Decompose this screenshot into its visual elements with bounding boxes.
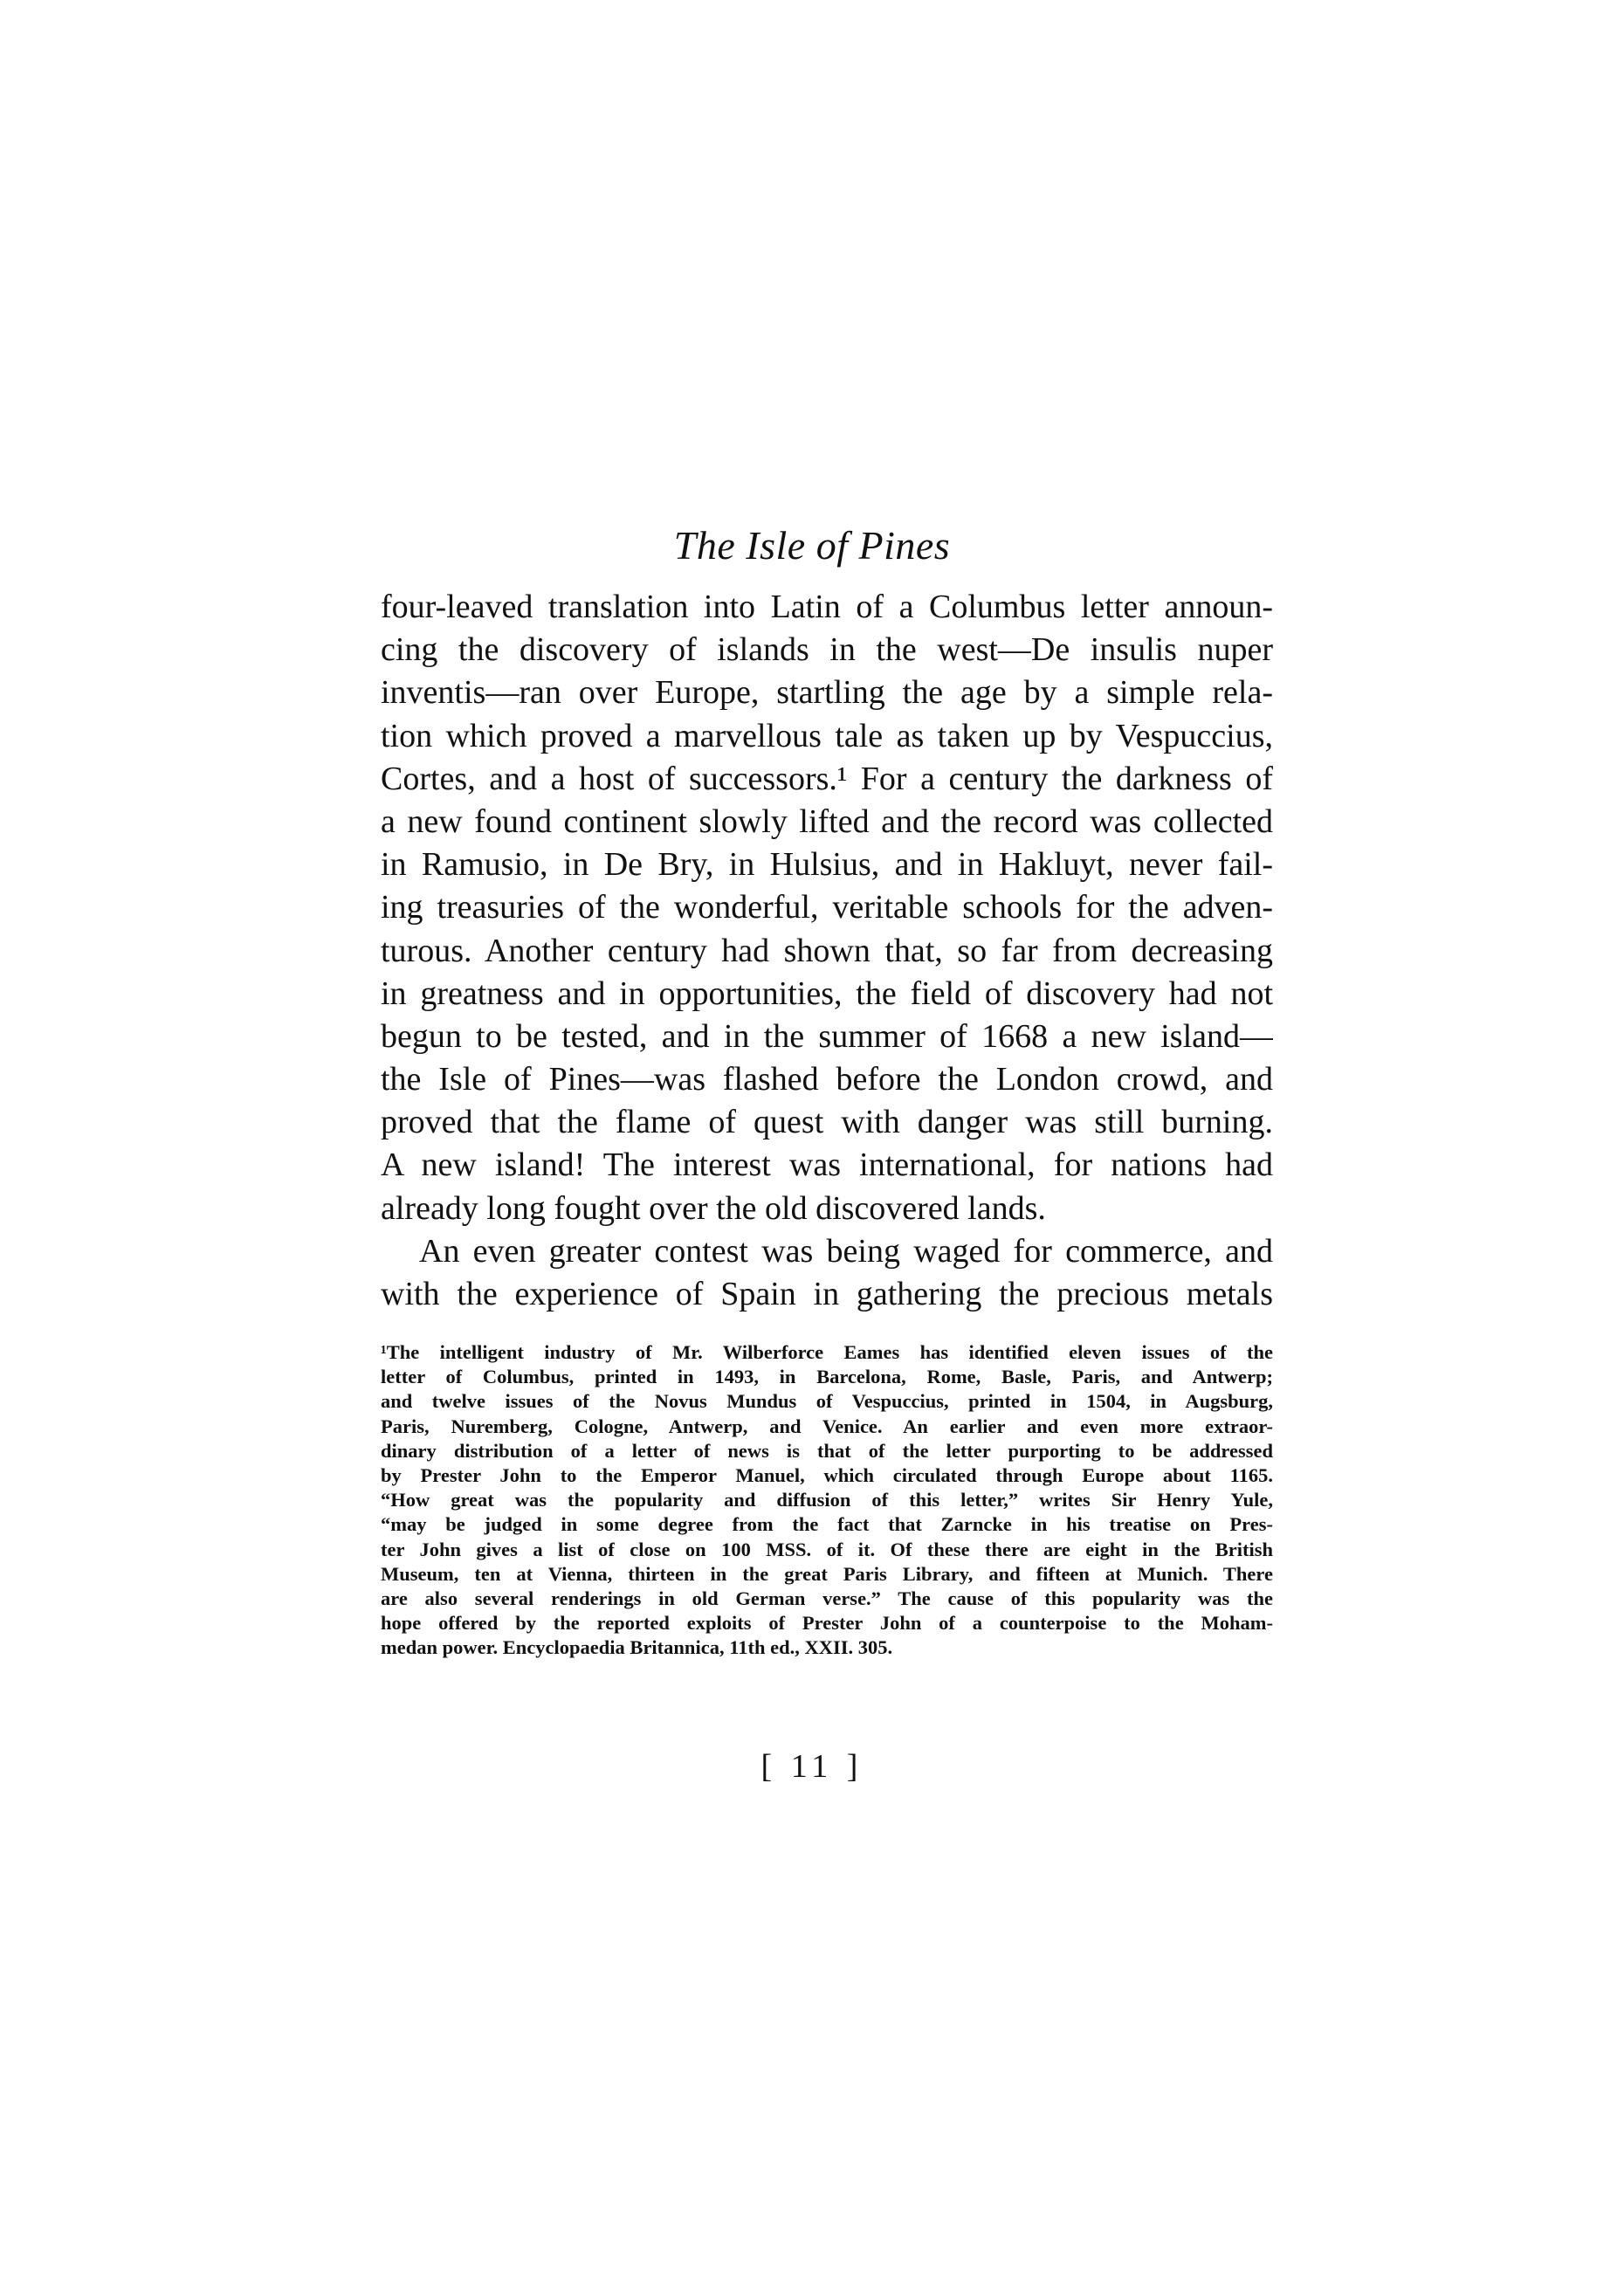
footnote-line: ¹The intelligent industry of Mr. Wilberforce Eames has identified eleven issues of the <box>381 1341 1273 1363</box>
page-number: [ 11 ] <box>760 1748 864 1785</box>
body-line: An even greater contest was being waged for commerce, and <box>419 1232 1273 1270</box>
body-line: proved that the flame of quest with danger was still burning. <box>381 1104 1273 1141</box>
running-head: The Isle of Pines <box>673 523 951 568</box>
footnote-line: “How great was the popularity and diffusion of this letter,” writes Sir Henry Yule, <box>381 1489 1273 1511</box>
footnote-line: letter of Columbus, printed in 1493, in Barcelona, Rome, Basle, Paris, and Antwerp; <box>381 1366 1273 1388</box>
body-text <box>381 586 1273 1316</box>
footnote-line: ter John gives a list of close on 100 MSS. of it. Of these there are eight in the British <box>381 1538 1273 1560</box>
footnote-line: and twelve issues of the Novus Mundus of Vespuccius, printed in 1504, in Augsburg, <box>381 1390 1273 1413</box>
footnote <box>381 1340 1273 1660</box>
body-line: in greatness and in opportunities, the field of discovery had not <box>381 974 1273 1012</box>
footnote-line: by Prester John to the Emperor Manuel, which circulated through Europe about 1165. <box>381 1463 1273 1486</box>
body-line: tion which proved a marvellous tale as taken up by Vespuccius, <box>381 717 1273 754</box>
footnote-line: Paris, Nuremberg, Cologne, Antwerp, and Venice. An earlier and even more extraor- <box>381 1415 1273 1437</box>
body-line: A new island! The interest was international, for nations had <box>381 1146 1273 1184</box>
footnote-line: are also several renderings in old German verse.” The cause of this popularity was the <box>381 1587 1273 1609</box>
body-line: the Isle of Pines—was flashed before the London crowd, and <box>381 1061 1273 1098</box>
footnote-line: dinary distribution of a letter of news is that of the letter purporting to be addressed <box>381 1439 1273 1462</box>
footnote-line: medan power. Encyclopaedia Britannica, 11th ed., XXII. 305. <box>381 1636 893 1659</box>
footnote-line: Museum, ten at Vienna, thirteen in the great Paris Library, and fifteen at Munich. There <box>381 1562 1273 1585</box>
footnote-line: hope offered by the reported exploits of Prester John of a counterpoise to the Moham- <box>381 1612 1273 1635</box>
footnote-line: “may be judged in some degree from the fact that Zarncke in his treatise on Pres- <box>381 1513 1273 1536</box>
body-line: already long fought over the old discovered lands. <box>381 1189 1046 1227</box>
body-line: cing the discovery of islands in the west—De insulis nuper <box>381 631 1273 669</box>
body-line: ing treasuries of the wonderful, veritable schools for the adven- <box>381 889 1273 926</box>
body-line: inventis—ran over Europe, startling the age by a simple rela- <box>381 674 1273 712</box>
body-line: begun to be tested, and in the summer of 1668 a new island— <box>381 1017 1273 1055</box>
body-line: turous. Another century had shown that, so far from decreasing <box>381 932 1273 969</box>
body-line: a new found continent slowly lifted and the record was collected <box>381 802 1273 840</box>
body-line: with the experience of Spain in gathering the precious metals <box>381 1276 1273 1312</box>
body-line: in Ramusio, in De Bry, in Hulsius, and in Hakluyt, never fail- <box>381 846 1273 884</box>
body-line: Cortes, and a host of successors.¹ For a century the darkness of <box>381 760 1273 797</box>
body-line: four-leaved translation into Latin of a Columbus letter announ- <box>381 589 1273 625</box>
